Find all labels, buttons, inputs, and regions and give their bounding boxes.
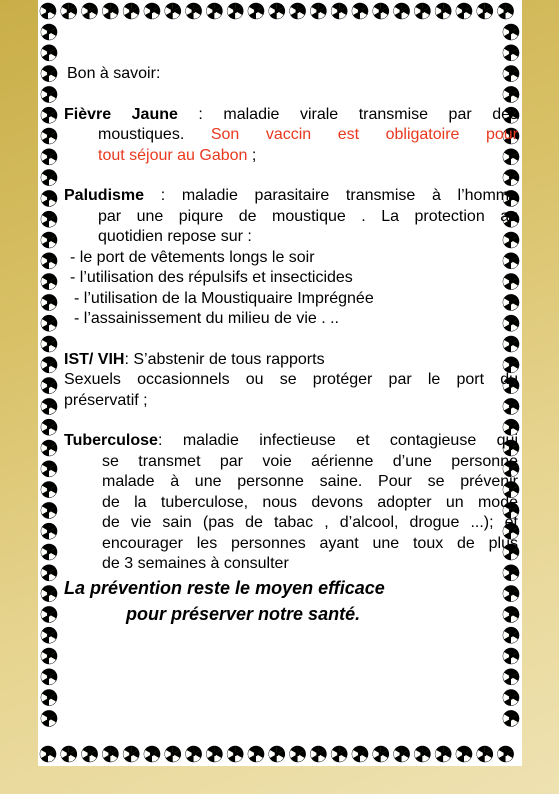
radiation-icon xyxy=(41,461,58,478)
radiation-icon xyxy=(248,746,265,763)
radiation-icon xyxy=(289,3,306,20)
radiation-icon xyxy=(497,746,514,763)
malaria-line-1: Paludisme : maladie parasitaire transmise à l’homme xyxy=(64,187,518,204)
malaria-line-3: quotidien repose sur : xyxy=(98,228,252,245)
radiation-icon xyxy=(414,3,431,20)
radiation-icon xyxy=(503,710,520,727)
vaccine-required-end: tout séjour au Gabon xyxy=(98,146,248,164)
radiation-icon xyxy=(503,648,520,665)
radiation-icon xyxy=(269,746,286,763)
radiation-icon xyxy=(41,357,58,374)
malaria-bullet: - l’utilisation de la Moustiquaire Imprégnée xyxy=(74,289,374,307)
radiation-icon xyxy=(41,544,58,561)
radiation-icon xyxy=(41,627,58,644)
radiation-icon xyxy=(41,398,58,415)
tb-line-5: de vie sain (pas de tabac , d’alcool, drogue ...); et xyxy=(102,514,518,531)
tb-line-6: encourager les personnes ayant une toux de plus xyxy=(102,534,518,552)
radiation-icon xyxy=(61,746,78,763)
radiation-icon xyxy=(477,3,494,20)
radiation-icon xyxy=(41,65,58,82)
radiation-icon xyxy=(185,3,202,20)
malaria-bullet: - l’utilisation des répulsifs et insecticides xyxy=(70,269,353,286)
radiation-icon xyxy=(41,211,58,228)
radiation-icon xyxy=(331,3,348,20)
yellow-fever-term: Fièvre Jaune xyxy=(64,105,178,123)
radiation-icon xyxy=(40,746,57,763)
hiv-line-3: préservatif ; xyxy=(64,391,148,409)
radiation-icon xyxy=(41,273,58,290)
malaria-line-2: par une piqure de moustique . La protection au xyxy=(98,207,518,225)
radiation-icon xyxy=(497,3,514,20)
tb-line-3: malade à une personne saine. Pour se prévenir xyxy=(102,473,518,490)
radiation-icon xyxy=(102,746,119,763)
radiation-icon xyxy=(310,3,327,20)
malaria-bullet: - le port de vêtements longs le soir xyxy=(70,248,315,266)
radiation-icon xyxy=(41,86,58,103)
radiation-icon xyxy=(206,3,223,20)
radiation-icon xyxy=(123,746,140,763)
malaria-bullet: - l’assainissement du milieu de vie . .. xyxy=(74,310,339,327)
radiation-icon xyxy=(165,746,182,763)
radiation-icon xyxy=(144,746,161,763)
radiation-icon xyxy=(81,746,98,763)
hiv-line-1: IST/ VIH: S’abstenir de tous rapports xyxy=(64,350,325,368)
radiation-icon xyxy=(144,3,161,20)
radiation-icon xyxy=(41,669,58,686)
radiation-icon xyxy=(41,523,58,540)
tb-line-7: de 3 semaines à consulter xyxy=(102,555,289,572)
tb-line-2: se transmet par voie aérienne d’une personne xyxy=(102,452,518,470)
radiation-icon xyxy=(41,606,58,623)
conclusion-line-2: pour préserver notre santé. xyxy=(126,603,361,624)
hiv-line-2: Sexuels occasionnels ou se protéger par le port du xyxy=(64,371,518,388)
radiation-icon xyxy=(227,746,244,763)
radiation-icon xyxy=(206,746,223,763)
radiation-icon xyxy=(41,252,58,269)
radiation-icon xyxy=(393,3,410,20)
radiation-icon xyxy=(123,3,140,20)
radiation-icon xyxy=(456,746,473,763)
radiation-icon xyxy=(393,746,410,763)
tb-line-4: de la tuberculose, nous devons adopter un mode xyxy=(102,493,518,511)
radiation-icon xyxy=(373,3,390,20)
radiation-icon xyxy=(165,3,182,20)
radiation-icon xyxy=(414,746,431,763)
radiation-icon xyxy=(41,232,58,249)
radiation-icon xyxy=(456,3,473,20)
malaria-term: Paludisme xyxy=(64,187,145,204)
radiation-icon xyxy=(41,502,58,519)
yellow-fever-line-2: moustiques. Son vaccin est obligatoire pour xyxy=(98,126,518,143)
radiation-icon xyxy=(81,3,98,20)
vaccine-required: Son vaccin est obligatoire pour xyxy=(210,126,518,143)
radiation-icon xyxy=(41,24,58,41)
radiation-icon xyxy=(41,689,58,706)
yellow-fever-line-1: Fièvre Jaune : maladie virale transmise par des xyxy=(64,105,518,123)
radiation-icon xyxy=(310,746,327,763)
radiation-icon xyxy=(41,481,58,498)
radiation-icon xyxy=(503,627,520,644)
radiation-icon xyxy=(41,149,58,166)
radiation-icon xyxy=(185,746,202,763)
radiation-icon xyxy=(41,190,58,207)
radiation-icon xyxy=(503,45,520,62)
radiation-icon xyxy=(61,3,78,20)
radiation-icon xyxy=(41,336,58,353)
radiation-icon xyxy=(503,24,520,41)
radiation-icon xyxy=(269,3,286,20)
radiation-icon xyxy=(41,585,58,602)
radiation-icon xyxy=(435,746,452,763)
hiv-term: IST/ VIH xyxy=(64,350,125,368)
radiation-icon xyxy=(41,128,58,145)
radiation-icon xyxy=(41,440,58,457)
radiation-icon xyxy=(373,746,390,763)
radiation-icon xyxy=(352,746,369,763)
radiation-icon xyxy=(503,689,520,706)
radiation-icon xyxy=(41,45,58,62)
radiation-icon xyxy=(503,669,520,686)
info-text xyxy=(64,64,518,627)
conclusion-line-1: La prévention reste le moyen efficace xyxy=(64,577,385,598)
radiation-icon xyxy=(40,3,57,20)
radiation-icon xyxy=(248,3,265,20)
header-line: Bon à savoir: xyxy=(67,65,161,82)
radiation-icon xyxy=(41,294,58,311)
radiation-icon xyxy=(289,746,306,763)
radiation-icon xyxy=(331,746,348,763)
radiation-icon xyxy=(227,3,244,20)
tb-term: Tuberculose xyxy=(64,432,158,449)
radiation-icon xyxy=(41,107,58,124)
radiation-icon xyxy=(41,169,58,186)
radiation-icon xyxy=(435,3,452,20)
tb-line-1: Tuberculose: maladie infectieuse et contagieuse qui xyxy=(64,432,518,449)
yellow-fever-line-3: tout séjour au Gabon ; xyxy=(98,146,257,164)
radiation-icon xyxy=(102,3,119,20)
radiation-icon xyxy=(477,746,494,763)
radiation-icon xyxy=(352,3,369,20)
radiation-icon xyxy=(41,419,58,436)
radiation-icon xyxy=(41,315,58,332)
radiation-icon xyxy=(41,377,58,394)
radiation-icon xyxy=(41,565,58,582)
radiation-icon xyxy=(41,648,58,665)
radiation-icon xyxy=(41,710,58,727)
